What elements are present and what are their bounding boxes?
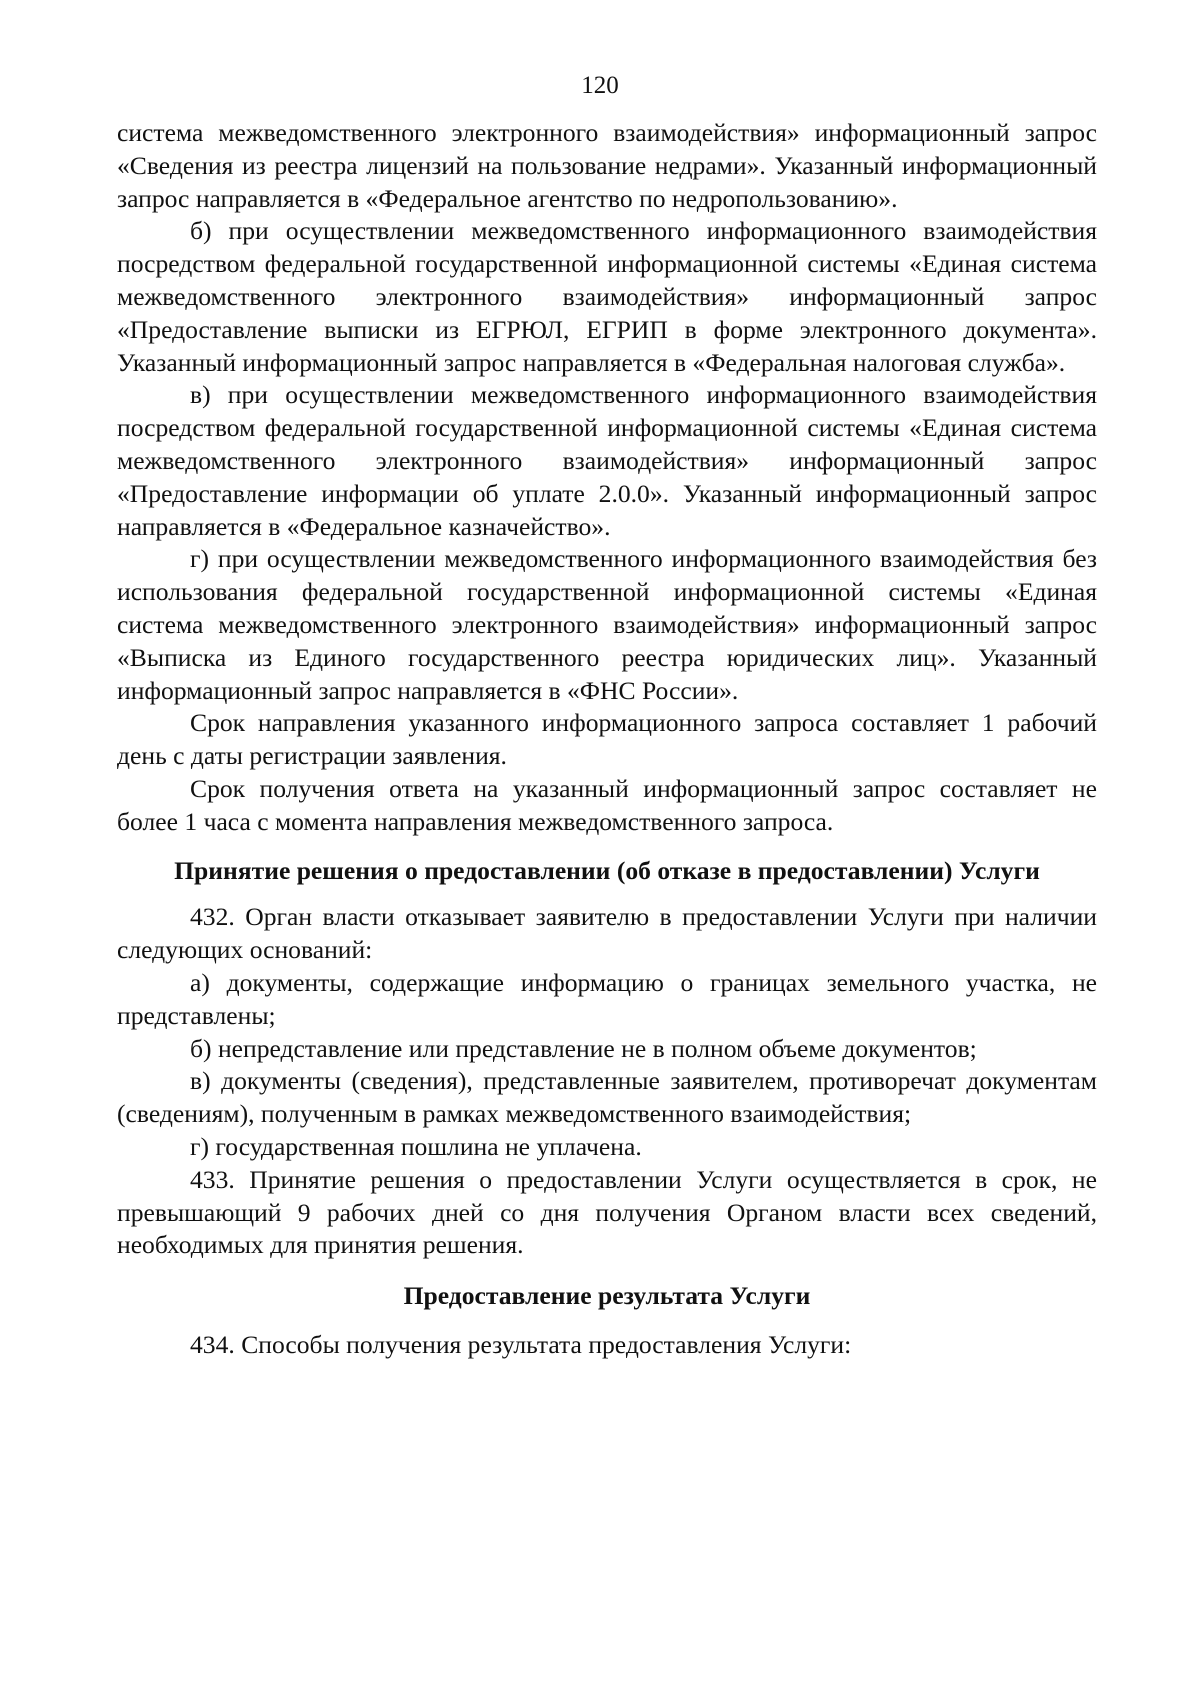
paragraph-continuation: система межведомственного электронного взаимодействия» информационный запрос «Сведения из реестра лицензий на пользование недрами». Указанный информационный запрос направляется в «Федеральное агентство по недропользованию». bbox=[117, 118, 1097, 213]
paragraph-response-deadline: Срок получения ответа на указанный информационный запрос составляет не более 1 часа с момента направления межведомственного запроса. bbox=[117, 773, 1097, 836]
document-body bbox=[117, 117, 1097, 1362]
paragraph-item-v: в) при осуществлении межведомственного информационного взаимодействия посредством федеральной государственной информационной системы «Единая система межведомственного электронного взаимодействия» информационный запрос «Предоставление информации об уплате 2.0.0». Указанный информационный запрос направляется в «Федеральное казначейство». bbox=[117, 380, 1097, 541]
paragraph-item-b: б) при осуществлении межведомственного информационного взаимодействия посредством федеральной государственной информационной системы «Единая система межведомственного электронного взаимодействия» информационный запрос «Предоставление выписки из ЕГРЮЛ, ЕГРИП в форме электронного документа». Указанный информационный запрос направляется в «Федеральная налоговая служба». bbox=[117, 216, 1097, 377]
paragraph-432-a: а) документы, содержащие информацию о границах земельного участка, не представлены; bbox=[117, 967, 1097, 1030]
section-heading-decision: Принятие решения о предоставлении (об отказе в предоставлении) Услуги bbox=[174, 855, 1040, 885]
section-heading-result: Предоставление результата Услуги bbox=[403, 1281, 811, 1311]
paragraph-432-b: б) непредставление или представление не в полном объеме документов; bbox=[190, 1033, 977, 1063]
paragraph-432: 432. Орган власти отказывает заявителю в предоставлении Услуги при наличии следующих оснований: bbox=[117, 902, 1097, 965]
paragraph-item-g: г) при осуществлении межведомственного информационного взаимодействия без использования федеральной государственной информационной системы «Единая система межведомственного электронного взаимодействия» информационный запрос «Выписка из Единого государственного реестра юридических лиц». Указанный информационный запрос направляется в «ФНС России». bbox=[117, 544, 1097, 705]
paragraph-433: 433. Принятие решения о предоставлении Услуги осуществляется в срок, не превышающий 9 рабочих дней со дня получения Органом власти всех сведений, необходимых для принятия решения. bbox=[117, 1164, 1097, 1260]
paragraph-request-deadline: Срок направления указанного информационного запроса составляет 1 рабочий день с даты регистрации заявления. bbox=[117, 708, 1097, 771]
paragraph-432-v: в) документы (сведения), представленные заявителем, противоречат документам (сведениям), полученным в рамках межведомственного взаимодействия; bbox=[117, 1066, 1097, 1129]
paragraph-434: 434. Способы получения результата предоставления Услуги: bbox=[190, 1329, 852, 1359]
page-number: 120 bbox=[581, 72, 619, 99]
paragraph-432-g: г) государственная пошлина не уплачена. bbox=[190, 1131, 642, 1161]
